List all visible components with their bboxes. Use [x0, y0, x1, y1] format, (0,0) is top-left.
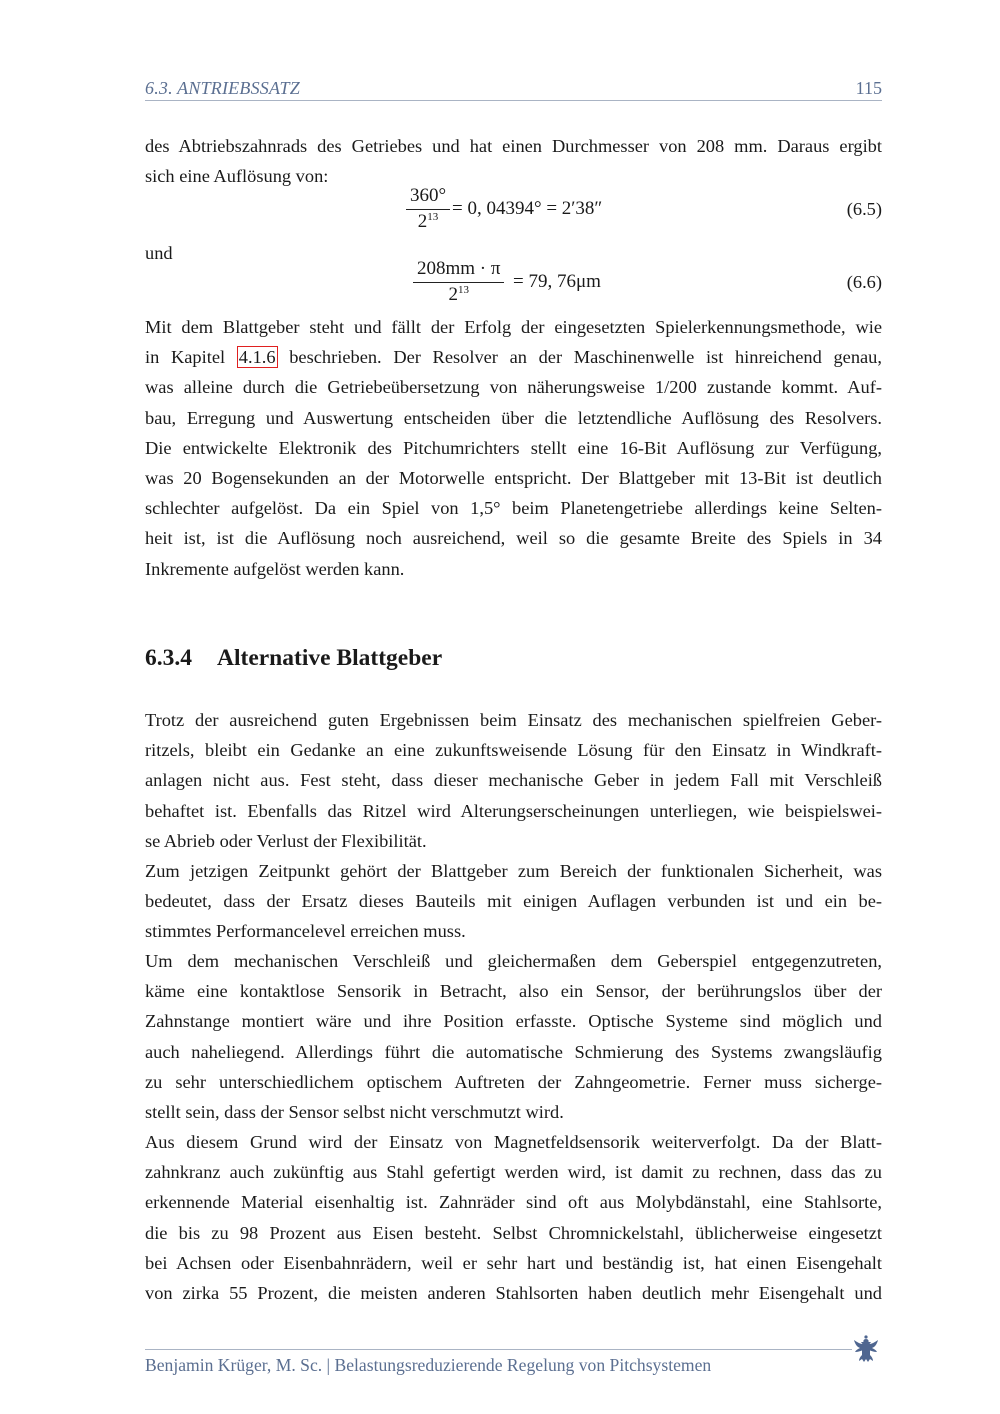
- text-line: Mit dem Blattgeber steht und fällt der Erfolg der eingesetzten Spielerkennungsmethode, wie: [145, 317, 882, 337]
- text-line: bei Achsen oder Eisenbahnrädern, weil er sehr hart und beständig ist, hat einen Eisengehalt: [145, 1252, 882, 1273]
- text-line: ritzels, bleibt ein Gedanke an eine zukunftsweisende Lösung für den Einsatz in Windkraft-: [145, 740, 882, 761]
- power-exponent: 13: [427, 211, 439, 223]
- section-title: Alternative Blattgeber: [217, 645, 443, 671]
- power-base: 2: [448, 284, 458, 305]
- fraction-denominator: [413, 283, 504, 306]
- fraction-numerator: 208mm · π: [413, 258, 504, 283]
- text-line: Um dem mechanischen Verschleiß und gleichermaßen dem Geberspiel entgegenzutreten,: [145, 951, 882, 971]
- text-line: anlagen nicht aus. Fest steht, dass dieser mechanische Geber in jedem Fall mit Verschleiß: [145, 770, 882, 791]
- intro-paragraph: [145, 131, 882, 191]
- paragraph: [145, 856, 882, 947]
- text-fragment: beschrieben. Der Resolver an der Maschinenwelle ist hinreichend genau,: [289, 347, 882, 368]
- text-line: was 20 Bogensekunden an der Motorwelle entspricht. Der Blattgeber mit 13-Bit ist deutlich: [145, 468, 882, 489]
- text-line: heit ist, ist die Auflösung noch ausreichend, weil so die gesamte Breite des Spiels in 34: [145, 528, 882, 549]
- paragraph: [145, 705, 882, 856]
- text-line: behaftet ist. Ebenfalls das Ritzel wird Alterungserscheinungen unterliegen, wie beispielswei-: [145, 800, 882, 821]
- text-line: Trotz der ausreichend guten Ergebnissen beim Einsatz des mechanischen spielfreien Geber-: [145, 710, 882, 730]
- running-header: [145, 76, 882, 101]
- text-line: von zirka 55 Prozent, die meisten anderen Stahlsorten haben deutlich mehr Eisengehalt und: [145, 1283, 882, 1304]
- equation-fraction: [406, 185, 450, 233]
- text-line: bedeutet, dass der Ersatz dieses Bauteils mit einigen Auflagen verbunden ist und ein be-: [145, 891, 882, 912]
- fraction-numerator: 360°: [406, 185, 450, 210]
- text-line: se Abrieb oder Verlust der Flexibilität.: [145, 830, 427, 851]
- text-line: stellt sein, dass der Sensor selbst nicht verschmutzt wird.: [145, 1102, 564, 1123]
- text-line: was alleine durch die Getriebeübersetzung von näherungsweise 1/200 zustande kommt. Auf-: [145, 377, 882, 398]
- section-number: 6.3.4: [145, 645, 192, 671]
- equation-fraction: [413, 258, 504, 306]
- text-line: erkennende Material eisenhaltig ist. Zahnräder sind oft aus Molybdänstahl, eine Stahlsorte,: [145, 1192, 882, 1213]
- text-line: des Abtriebszahnrads des Getriebes und hat einen Durchmesser von 208 mm. Daraus ergibt: [145, 136, 882, 156]
- equation-number: (6.6): [846, 272, 882, 292]
- text-fragment: in Kapitel: [145, 347, 226, 368]
- text-line: sich eine Auflösung von:: [145, 166, 329, 187]
- paragraph: [145, 946, 882, 1127]
- text-line: Zahnstange montiert wäre und ihre Position erfasste. Optische Systeme sind möglich und: [145, 1011, 882, 1032]
- text-line: zahnkranz auch zukünftig aus Stahl gefertigt werden wird, ist damit zu rechnen, dass das zu: [145, 1162, 882, 1183]
- und-text: und: [145, 243, 173, 263]
- text-line: schlechter aufgelöst. Da ein Spiel von 1,5° beim Planetengetriebe allerdings keine Selten-: [145, 498, 882, 519]
- text-line: die bis zu 98 Prozent aus Eisen besteht. Selbst Chromnickelstahl, üblicherweise eingesetzt: [145, 1222, 882, 1243]
- text-line: auch naheliegend. Allerdings führt die automatische Schmierung des Systems zwangsläufig: [145, 1041, 882, 1062]
- equation-rhs: = 0, 04394° = 2′38″: [452, 198, 603, 219]
- text-line: Die entwickelte Elektronik des Pitchumrichters stellt eine 16-Bit Auflösung zur Verfügung,: [145, 437, 882, 458]
- fraction-denominator: [406, 210, 450, 233]
- power-exponent: 13: [457, 284, 469, 296]
- page-number: 115: [855, 78, 882, 98]
- text-line: [145, 342, 882, 372]
- text-line: Zum jetzigen Zeitpunkt gehört der Blattgeber zum Bereich der funktionalen Sicherheit, was: [145, 861, 882, 881]
- power-base: 2: [417, 211, 428, 232]
- text-line: stimmtes Performancelevel erreichen muss.: [145, 921, 466, 942]
- heraldic-eagle-icon: [850, 1333, 882, 1365]
- paragraph: [145, 1127, 882, 1308]
- equation-rhs: = 79, 76μm: [513, 271, 601, 292]
- text-line: Aus diesem Grund wird der Einsatz von Magnetfeldsensorik weiterverfolgt. Da der Blatt-: [145, 1132, 882, 1152]
- text-line: bau, Erregung und Auswertung entscheiden über die letztendliche Auflösung des Resolvers.: [145, 407, 882, 428]
- equation-number: (6.5): [846, 199, 882, 219]
- footer-rule: [145, 1349, 852, 1350]
- paragraph: [145, 312, 882, 584]
- section-heading: [145, 645, 442, 672]
- chapter-reference-link[interactable]: 4.1.6: [238, 347, 276, 368]
- text-line: Inkremente aufgelöst werden kann.: [145, 558, 405, 579]
- text-line: käme eine kontaktlose Sensorik in Betracht, also ein Sensor, der berührungslos über der: [145, 981, 882, 1002]
- footer-text: Benjamin Krüger, M. Sc. | Belastungsreduzierende Regelung von Pitchsystemen: [145, 1355, 712, 1375]
- text-line: zu sehr unterschiedlichem optischem Auftreten der Zahngeometrie. Ferner muss sicherge-: [145, 1071, 882, 1092]
- chapter-title: 6.3. ANTRIEBSSATZ: [145, 78, 300, 98]
